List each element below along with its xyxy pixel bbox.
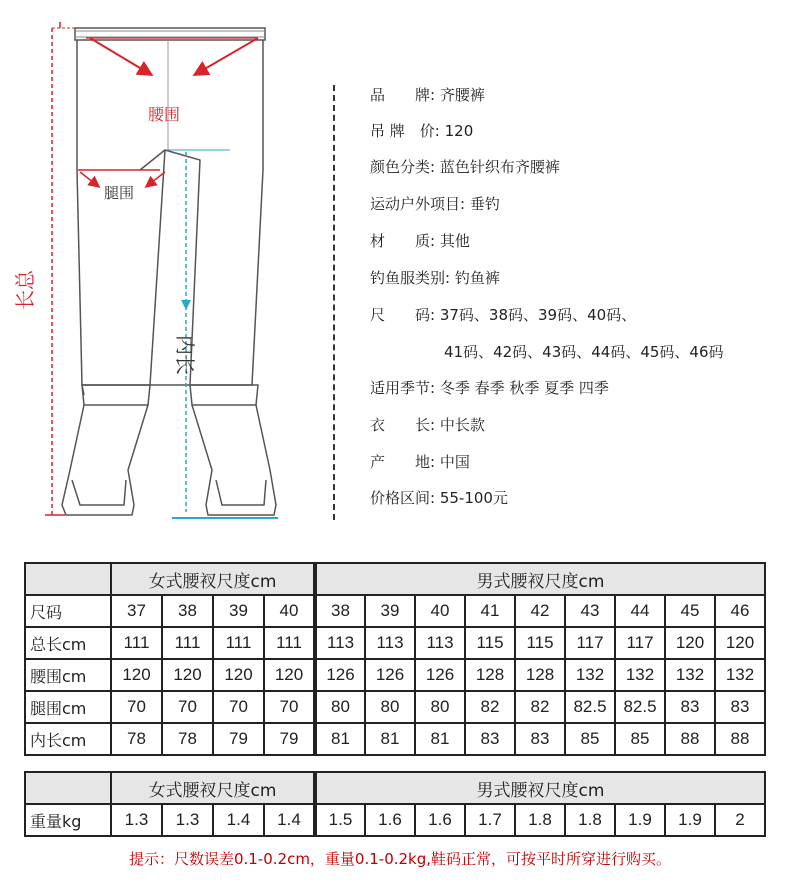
spec-size-continued: 41码、42码、43码、44码、45码、46码 (444, 343, 724, 361)
table-cell: 82 (465, 691, 515, 723)
table-cell: 111 (162, 627, 213, 659)
table-cell: 39 (213, 595, 264, 627)
table-cell: 70 (111, 691, 162, 723)
row-label: 重量kg (25, 804, 111, 836)
table-cell: 81 (315, 723, 365, 755)
table-cell: 83 (515, 723, 565, 755)
table-cell: 46 (715, 595, 765, 627)
inseam-label: 内长 (173, 335, 197, 375)
table-cell: 82 (515, 691, 565, 723)
table-cell: 41 (465, 595, 515, 627)
table-cell: 39 (365, 595, 415, 627)
corner-cell (25, 563, 111, 595)
table-cell: 70 (213, 691, 264, 723)
size-table-header-row (25, 563, 765, 595)
table-cell: 1.5 (315, 804, 365, 836)
women-header: 女式腰衩尺度cm (111, 563, 315, 595)
table-cell: 2 (715, 804, 765, 836)
table-cell: 1.8 (565, 804, 615, 836)
table-cell: 70 (162, 691, 213, 723)
table-row (25, 804, 765, 836)
waist-arrows (86, 38, 258, 74)
table-cell: 132 (665, 659, 715, 691)
table-cell: 126 (365, 659, 415, 691)
table-cell: 83 (715, 691, 765, 723)
table-row (25, 723, 765, 755)
table-cell: 38 (162, 595, 213, 627)
table-cell: 132 (565, 659, 615, 691)
table-cell: 120 (665, 627, 715, 659)
women-header: 女式腰衩尺度cm (111, 772, 315, 804)
table-cell: 111 (111, 627, 162, 659)
table-cell: 113 (365, 627, 415, 659)
table-cell: 70 (264, 691, 315, 723)
row-label: 内长cm (25, 723, 111, 755)
table-cell: 42 (515, 595, 565, 627)
spec-origin: 产 地: 中国 (370, 453, 470, 471)
table-cell: 113 (415, 627, 465, 659)
table-cell: 120 (111, 659, 162, 691)
table-cell: 1.9 (665, 804, 715, 836)
table-cell: 81 (365, 723, 415, 755)
spec-season: 适用季节: 冬季 春季 秋季 夏季 四季 (370, 379, 609, 397)
spec-color: 颜色分类: 蓝色针织布齐腰裤 (370, 158, 560, 176)
weight-table (24, 771, 766, 837)
table-cell: 1.6 (365, 804, 415, 836)
divider-line (333, 85, 335, 520)
men-header: 男式腰衩尺度cm (315, 772, 765, 804)
table-cell: 115 (465, 627, 515, 659)
spec-length: 衣 长: 中长款 (370, 416, 485, 434)
table-cell: 128 (465, 659, 515, 691)
waist-label: 腰围 (148, 105, 181, 124)
table-cell: 132 (715, 659, 765, 691)
spec-brand: 品 牌: 齐腰裤 (370, 86, 485, 104)
table-cell: 83 (665, 691, 715, 723)
table-cell: 40 (264, 595, 315, 627)
spec-category: 钓鱼服类别: 钓鱼裤 (370, 269, 500, 287)
table-cell: 120 (213, 659, 264, 691)
table-cell: 132 (615, 659, 665, 691)
weight-table-header-row (25, 772, 765, 804)
table-cell: 1.9 (615, 804, 665, 836)
table-cell: 1.6 (415, 804, 465, 836)
table-cell: 83 (465, 723, 515, 755)
row-label: 尺码 (25, 595, 111, 627)
table-cell: 38 (315, 595, 365, 627)
left-boot (62, 385, 150, 515)
total-length-label: 长总 (13, 270, 37, 310)
table-cell: 1.8 (515, 804, 565, 836)
total-length-measure (45, 22, 75, 515)
wader-size-diagram (0, 0, 330, 540)
corner-cell (25, 772, 111, 804)
table-cell: 82.5 (565, 691, 615, 723)
table-cell: 126 (415, 659, 465, 691)
row-label: 腿围cm (25, 691, 111, 723)
table-cell: 1.4 (264, 804, 315, 836)
table-row (25, 595, 765, 627)
table-cell: 78 (111, 723, 162, 755)
table-cell: 126 (315, 659, 365, 691)
table-cell: 79 (264, 723, 315, 755)
table-row (25, 627, 765, 659)
table-cell: 111 (264, 627, 315, 659)
table-cell: 117 (565, 627, 615, 659)
table-row (25, 691, 765, 723)
table-cell: 44 (615, 595, 665, 627)
table-cell: 40 (415, 595, 465, 627)
table-cell: 80 (415, 691, 465, 723)
table-cell: 117 (615, 627, 665, 659)
pants-outline (77, 40, 263, 395)
table-cell: 128 (515, 659, 565, 691)
table-cell: 120 (264, 659, 315, 691)
table-cell: 80 (315, 691, 365, 723)
table-cell: 37 (111, 595, 162, 627)
spec-material: 材 质: 其他 (370, 232, 470, 250)
row-label: 总长cm (25, 627, 111, 659)
size-note: 提示：尺数误差0.1-0.2cm，重量0.1-0.2kg,鞋码正常，可按平时所穿进行购买。 (128, 850, 672, 868)
row-label: 腰围cm (25, 659, 111, 691)
table-cell: 82.5 (615, 691, 665, 723)
table-cell: 1.4 (213, 804, 264, 836)
table-cell: 81 (415, 723, 465, 755)
spec-tag-price: 吊 牌 价: 120 (370, 122, 474, 140)
table-cell: 80 (365, 691, 415, 723)
table-cell: 88 (715, 723, 765, 755)
table-cell: 120 (715, 627, 765, 659)
table-cell: 78 (162, 723, 213, 755)
spec-sport: 运动户外项目: 垂钓 (370, 195, 500, 213)
table-cell: 88 (665, 723, 715, 755)
spec-size: 尺 码: 37码、38码、39码、40码、 (370, 306, 637, 324)
table-cell: 120 (162, 659, 213, 691)
table-cell: 43 (565, 595, 615, 627)
thigh-label: 腿围 (104, 184, 135, 202)
spec-price-range: 价格区间: 55-100元 (370, 489, 508, 507)
table-cell: 85 (565, 723, 615, 755)
table-cell: 85 (615, 723, 665, 755)
men-header: 男式腰衩尺度cm (315, 563, 765, 595)
table-cell: 115 (515, 627, 565, 659)
table-cell: 1.3 (111, 804, 162, 836)
right-boot (190, 385, 276, 515)
table-row (25, 659, 765, 691)
size-table (24, 562, 766, 756)
table-cell: 1.7 (465, 804, 515, 836)
table-cell: 79 (213, 723, 264, 755)
table-cell: 113 (315, 627, 365, 659)
table-cell: 111 (213, 627, 264, 659)
table-cell: 1.3 (162, 804, 213, 836)
table-cell: 45 (665, 595, 715, 627)
